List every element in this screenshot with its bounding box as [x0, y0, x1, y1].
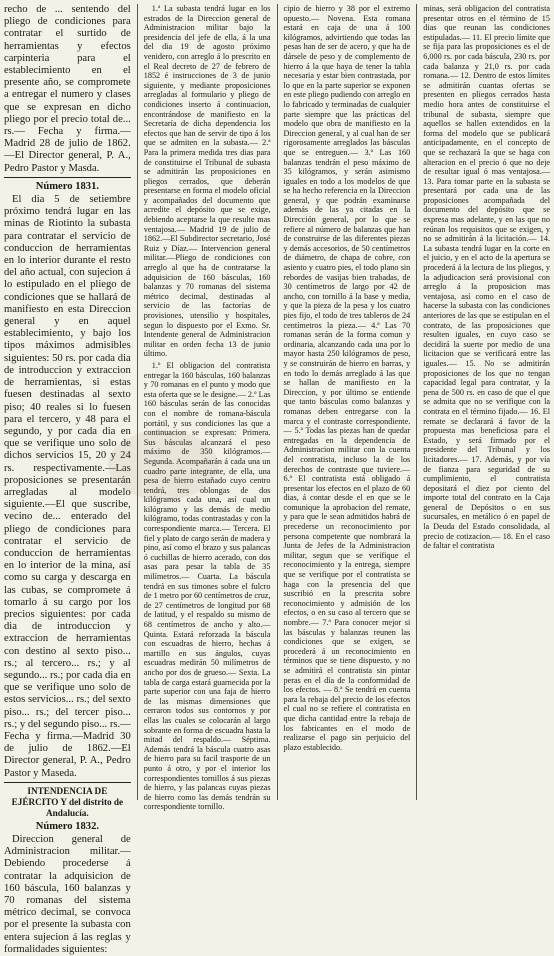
- column-divider: [137, 4, 138, 800]
- notice-tail: Direccion general de Administracion militar.—Debiendo procederse á contratar la adquisicion de 160 báscula, 160 balanzas y 70 romanas del sistema métrico decimal, se convoca por el presente la subasta con entera sujecion á las reglas y formalidades siguientes:: [4, 834, 131, 955]
- column-2-items: 1.º El obligacion del contratista entregar la 160 básculas, 160 balanzas y 70 romanas en el punto y modo que esta oferta que se le designe.— 2.º Las 160 básculas serán de las conocidas con el nombre de romana-báscula portátil, y sus condiciones las que a continuacion se expresan: Primera. Sus básculas alcanzará el peso máximo de 350 kilógramos.— Segunda. Acompañarán á cada una un cuadro parte integrante, de ella, una pesa de hierro estañado cuyo centro tendrá, tres oblongas de dos kilógramos cada una, así cual un kilógramo y las demás de medio kilógramo, todas contrastadas y con la correspondiente marca.— Tercera. El fiel y plato de cargo serán de madera y pino, así como el brazo y sus palancas ó cuchillas de hierro acerado, con dos asas para pesar la tabla de 35 milímetros.— Cuarta. La báscula tendrá en sus timones sobre el fulcro de 1 metro por 60 centímetros de cruz, de 27 centímetros de longitud por 68 de latitud, y el respaldo su mismo de 68 centímetros de ancho y alto.— Quinta. Estará reforzada la báscula con escuadras de hierro, hechas á martillo en sus ángulos, cuyas escuadras medirán 50 milímetros de ancho por dos de grueso.— Sexta. La tabla de carga estará guarnecida por la parte superior con una faja de hierro de las mismas dimensiones que cerraron todos sus contornos y por ellas las cuales se colocarán al largo sobrante en forma de escuadra hasta la mitad del respaldo.— Séptima. Además tendrá la báscula cuatro asas de hierro para su facil trasporte de un punto á otro, y por el interior los correspondientes tornillos á sus piezas de hierro, y las palancas cuyas piezas de hierro como las demás tendrán su correspondiente tornillo.: [143, 360, 271, 812]
- column-divider: [416, 4, 417, 800]
- notice-number: Número 1831.: [35, 180, 100, 192]
- column-divider: [277, 4, 278, 800]
- column-2-body: 1.ª La subasta tendrá lugar en los estrados de la Direccion general de Administracion militar bajo la presidencia del jefe de ella, á la una del dia 19 de agosto próximo venidero, con arreglo á lo prescrito en el Real decreto de 27 de febrero de 1852 é instrucciones de 3 de junio siguiente, y mediante proposiciones arregladas al formulario y pliego de condiciones inserto á continuacion, encontrándose de manifiesto en la Secretaría de dicha dependencia los efectos que han de servir de tipo á los que se admiten en la subasta.— 2.ª Para la primera medida tres dias para de constituirse el Tribunal de subasta se admitirán las proposiciones en pliegos cerrados, que deberán presentarse en forma el modelo oficial y acompañados del documento que acredite el depósito que se exige, debiendo aceptarse la que resulte mas ventajosa.— Madrid 19 de julio de 1862.—El Subdirector secretario, José Ruiz y Díaz.— Intervencion general militar.—Pliego de condiciones con arreglo al que ha de contratarse la adquisicion de 160 básculas, 160 balanzas y 70 romanas del sistema métrico decimal, destinadas al servicio de las factorías de provisiones, utensilio y hospitales, segun lo dispuesto por el Exmo. Sr. Intendente general de Administracion militar en orden fecha 13 de junio último.: [143, 4, 271, 359]
- rule: [4, 782, 131, 783]
- column-2: [143, 4, 271, 812]
- column-1: [4, 4, 131, 955]
- column-4: [423, 4, 550, 800]
- notice-body: El dia 5 de setiembre próximo tendrá lugar en las minas de Riotinto la subasta para contratar el servicio de conduccion de herramientas en lo interior durante el resto del año actual, con sujecion á lo estipulado en el pliego de condiciones que se hallará de manifiesto en esta Direccion general y en aquel establecimiento, y bajo los tipos máximos admisibles siguientes: 50 rs. por cada dia de introduccion y extraccion de herramientas, si estas fuesen destinadas al sexto piso; 40 reales si lo fuesen para el tercero, y 48 para el segundo, y por cada dia en que se verifique uno solo de dichos servicios 15, 20 y 24 rs. respectivamente.—Las proposiciones se presentarán arregladas al modelo siguiente.—El que suscribe, vecino de... enterado del pliego de condiciones para contratar el servicio de conduccion de herramientas en lo interior de la mina, así como su carga y descarga en las cubas, se compromete á tomarlo á su cargo por los precios siguientes: por cada dia de introduccion y extraccion de herramientas con destino al sexto piso... rs.; al tercero... rs.; y al segundo... rs.; por cada dia en que se verifique uno solo de estos servicios... rs.; del sexto piso... rs.; del tercer piso... rs.; y del segundo piso... rs.— Fecha y firma.—Madrid 30 de julio de 1862.—El Director general, P. A., Pedro Pastor y Maseda.: [4, 194, 131, 779]
- section-heading: INTENDENCIA DE EJÉRCITO Y del distrito de Andalucía.: [11, 785, 124, 818]
- rule: [4, 177, 131, 178]
- column-3: [284, 4, 411, 800]
- column-3-body: cipio de hierro y 38 por el extremo opuesto.— Novena. Esta romana estará en caja de una á 100 kilógramos, advirtiendo que todas las pesas han de ser de acero, y que ha de dársele de peso y de complemento de hierro á la que haya de tener la tabla necesaria y estar bien contrastada, por lo que en la parte superior se exponen en este pliego pudiendo con arreglo en lo fabricado y terminadas de cualquier parte siempre que las prácticas del modelo que obra de manifiesto en la Direccion general, y al cual han de ser rigorosamente arreglados las básculas que se entreguen.— 3.ª Las 160 balanzas tendrán el peso máximo de 35 kilógramos, y serán asimismo iguales en todo a los modelos de que se ha hecho referencia en la Direccion general, y que podrán examinarse además de las ya citadas en la Dirección general, por lo que se refiere al número de balanzas que han de construirse de las diferentes piezas y demás accesorios, de 50 centímetros de diámetro, de chapa de cobre, con asiento y cuatro pies, el todo plano sin rebordes de vasijas bien trabadas, de 30 centímetros de largo por 42 de ancho, con tornillo á la base y media, y que la pieza de la pesa y los cuatro pies fijo, el todo de tres tableros de 24 centímetros la pieza.— 4.ª Las 70 romanas serán de la forma comun y ordinaria, alcanzando cada una por lo mayor hasta 250 kilógramos de peso, y se construirán de hierro en barras, y en todo lo demás arreglado á las que se hallan de manifiesto en la Direccion, y por último se entiende que tanto básculas como balanzas y romanas deben entregarse con la marca y el contraste correspondiente.— 5.ª Todas las piezas han de quedar entregadas en la dependencia de Administracion militar con la cuenta del contratista, incluso la de los derechos de contraste que tuviere.— 6.ª El contratista está obligado á presentar los efectos en el plazo de 60 dias, á contar desde el en que se le comunique la aprobacion del remate, y para que le sean admitidos habrá de precederse un reconocimiento por persona competente que nombrará la Junta de Jefes de la Administracion militar, segun que se verifique el reconocimiento y la entrega, siempre que se verifique por el contratista se haga con la presencia del que suscribió en la prescrita sobre reconocimiento y admisión de los efectos, o en su caso al tercero que se nombre.— 7.ª Para conocer mejor si las básculas y balanzas reunen las condiciones que se exigen, se procederá á un reconocimiento en términos que se tiene dispuesto, y no se admitirá el contratista sin pintar peras en el día de la conformidad de los efectos. — 8.ª Se tendrá en cuenta para la rebaja del precio de los efectos el cual no se refiere el contratista en que dicha cantidad entre la rebaja de los fabricantes en el modo de realizarse el pago sin perjuicio del plazo establecido.: [283, 4, 411, 752]
- notice-number-2: Número 1832.: [35, 820, 100, 832]
- column-4-body: minas, será obligacion del contratista presentar otros en el término de 15 dias que reunan las condiciones estipuladas.— 11. El precio límite que se fija para las proposiciones es el de 6,000 rs. por cada báscula, 230 rs. por cada balanza y 21,0 rs. por cada romana.— 12. Dentro de estos límites se admitirán cuantas ofertas se presenten en pliegos cerrados hasta medio hora antes de constituirse el tribunal de subasta, siempre que aquellos se hallen extendidos en la forma del modelo que se publicará anticipadamente, en el concepto de que se rechazará la que se haga con alteracion en el precio ó que no deje de resultar igual ó mas ventajosa.— 13. Para tomar parte en la subasta se presentará por cada una de las proposiciones acompañada del documento del depósito que se expresa mas adelante, y en las que no reúnan los requisitos que se exigen, y no se admitirán á la licitación.— 14. La subasta tendrá lugar en la corte en el juicio, y en el acto de la apertura se procederá á la lectura de los pliegos, y la adjudicacion será provisional con arreglo á la proposicion mas ventajosa, así como en el caso de hacerse la subasta con las condiciones anteriores de las que se estipulan en el contrato, de las proposiciones que resulten iguales, en cuyo caso se decidirá la suerte por medio de una licitacion que se verificará entre las iguales.— 15. No se admitirán proposiciones de los que no tengan capacidad legal para contratar, y la pena de 500 rs. en caso de que el que se admita que no se verifique con la contrata en el término fijado.— 16. El remate se declarará á favor de la propuesta mas beneficiosa para el Estado, y será firmado por el presidente del Tribunal y los licitadores.— 17. Además, y por vía de fianza para seguridad de su cumplimiento, el contratista depositará el diez por ciento del importe total del contrato en la Caja general de Depósitos o en sus sucursales, en metálico ó en papel de la Deuda del Estado consolidada, al precio de cotizacion.— 18. En el caso de faltar el contratista: [423, 4, 550, 551]
- column-1-top-text: recho de ... sentendo del pliego de condiciones para contratar el surtido de herramientas y efectos carpinteria para el establecimiento en el presente año, se compromete a entregar el numero y clases que se expresan en dicho pliego por el precio total de... rs.— Fecha y firma.—Madrid 28 de julio de 1862.—El Director general, P. A., Pedro Pastor y Masda.: [4, 4, 131, 174]
